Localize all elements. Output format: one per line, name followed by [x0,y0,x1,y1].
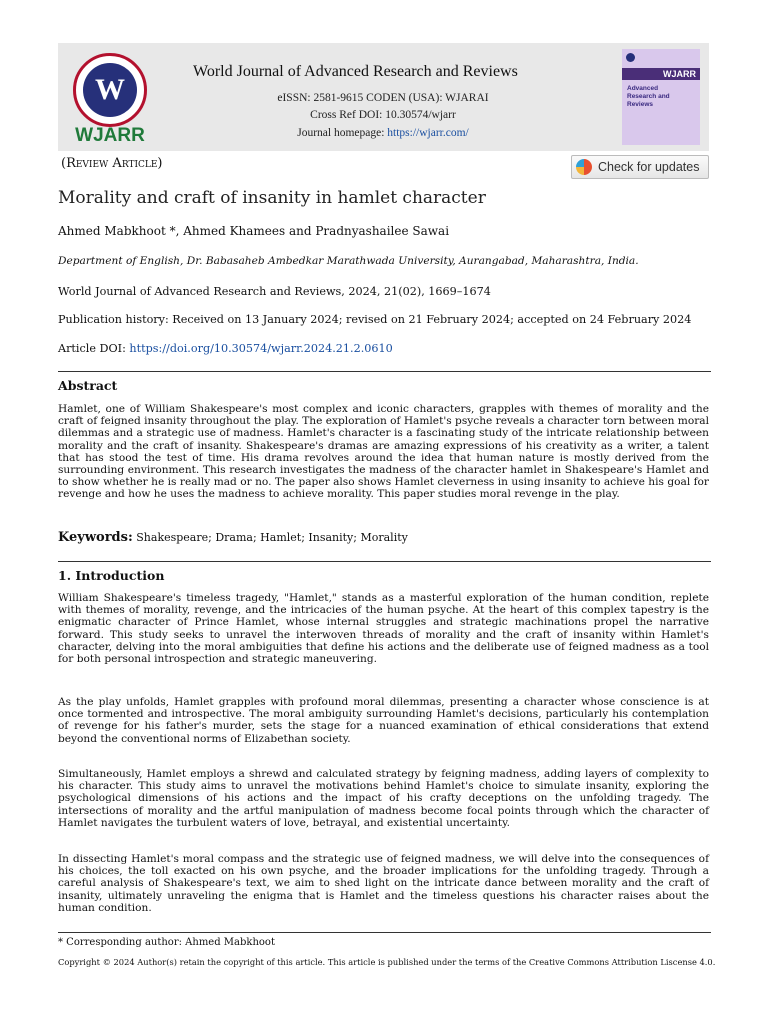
issn-line: eISSN: 2581-9615 CODEN (USA): WJARAI [277,92,489,104]
divider [58,561,711,562]
homepage-label: Journal homepage: [297,127,388,139]
introduction-paragraph: In dissecting Hamlet's moral compass and the strategic use of feigned madness, we will delve into the consequences of his choices, the toll exacted on his own psyche, and the broader implications for the unfolding tragedy. Through a careful analysis of Shakespeare's text, we aim to shed light on the intricate dance between morality and the craft of insanity, ultimately unraveling the enigma that is Hamlet and the timeless questions his character raises about the human condition. [58,853,709,914]
introduction-paragraph: Simultaneously, Hamlet employs a shrewd and calculated strategy by feigning madness, adding layers of complexity to his character. This study aims to unravel the motivations behind Hamlet's choice to simulate insanity, exploring the psychological dimensions of his actions and the impact of his crafty deceptions on the unfolding tragedy. The intersections of morality and the artful manipulation of madness become focal points through which the character of Hamlet navigates the turbulent waters of love, betrayal, and existential uncertainty. [58,768,709,829]
footnote-divider [58,932,711,933]
logo-letter: W [83,63,137,117]
journal-cover-thumbnail [622,49,700,145]
abstract-text: Hamlet, one of William Shakespeare's most complex and iconic characters, grapples with themes of morality and the craft of feigned insanity throughout the play. The exploration of Hamlet's psyche reveals a character torn between moral dilemmas and a strategic use of madness. Hamlet's character is a fascinating study of the intricate relationship between morality and the craft of insanity. Shakespeare's dramas are amazing expressions of his creativity as a writer, a talent that has stood the test of time. His drama revolves around the idea that human nature is mostly derived from the surrounding environment. This research investigates the madness of the character hamlet in Shakespeare's Hamlet and to show whether he is really mad or no. The paper also shows Hamlet cleverness in using insanity to achieve his goal for revenge and how he uses the madness to achieve morality. This paper studies moral revenge in the play. [58,403,709,501]
corresponding-author-note: * Corresponding author: Ahmed Mabkhoot [58,937,275,948]
publication-history: Publication history: Received on 13 January 2024; revised on 21 February 2024; accepted on 24 February 2024 [58,313,692,326]
abstract-heading: Abstract [58,378,118,393]
keywords-label: Keywords: [58,530,133,545]
journal-logo [68,53,152,146]
cover-band: WJARR [622,68,700,80]
check-updates-button[interactable] [571,155,709,179]
copyright-notice: Copyright © 2024 Author(s) retain the copyright of this article. This article is published under the terms of the Creative Commons Attribution Liscense 4.0. [58,957,716,967]
introduction-paragraph: William Shakespeare's timeless tragedy, "Hamlet," stands as a masterful exploration of the human condition, replete with themes of morality, revenge, and the intricacies of the human psyche. At the heart of this complex tapestry is the enigmatic character of Prince Hamlet, whose internal struggles and strategic machinations propel the narrative forward. This study seeks to unravel the interwoven threads of morality and the craft of insanity within Hamlet's character, delving into the moral ambiguities that define his actions and the deliberate use of feigned madness as a tool for both personal introspection and strategic maneuvering. [58,592,709,666]
article-title: Morality and craft of insanity in hamlet character [58,188,486,208]
article-type: (Review Article) [61,156,163,171]
journal-header [58,43,709,151]
introduction-heading: 1. Introduction [58,568,165,583]
keywords-text: Shakespeare; Drama; Hamlet; Insanity; Morality [132,531,408,544]
homepage-line [193,127,573,139]
check-updates-label: Check for updates [598,160,700,174]
cover-title-line: Advanced [627,85,659,92]
crossmark-icon [576,159,592,175]
journal-name: World Journal of Advanced Research and Reviews [193,63,518,80]
doi-label: Article DOI: [58,342,130,355]
citation: World Journal of Advanced Research and Reviews, 2024, 21(02), 1669–1674 [58,285,491,298]
logo-text: WJARR [75,125,145,146]
cover-title-line: Research and [627,93,670,100]
cover-title [627,85,670,109]
homepage-link[interactable]: https://wjarr.com/ [387,127,469,139]
introduction-paragraph: As the play unfolds, Hamlet grapples with profound moral dilemmas, presenting a character whose conscience is at once tormented and introspective. The moral ambiguity surrounding Hamlet's decisions, particularly his contemplation of revenge for his father's murder, sets the stage for a nuanced examination of ethical considerations that extend beyond the conventional norms of Elizabethan society. [58,696,709,745]
cover-emblem-icon [626,53,635,62]
article-doi [58,342,393,355]
cover-title-line: Reviews [627,101,654,108]
affiliation: Department of English, Dr. Babasaheb Ambedkar Marathwada University, Aurangabad, Maharashtra, India. [58,255,639,267]
doi-link[interactable]: https://doi.org/10.30574/wjarr.2024.21.2.0610 [129,342,393,355]
author-list: Ahmed Mabkhoot *, Ahmed Khamees and Pradnyashailee Sawai [58,224,450,238]
logo-ring [73,53,147,127]
divider [58,371,711,372]
crossref-doi-line: Cross Ref DOI: 10.30574/wjarr [310,109,456,121]
keywords [58,530,408,545]
